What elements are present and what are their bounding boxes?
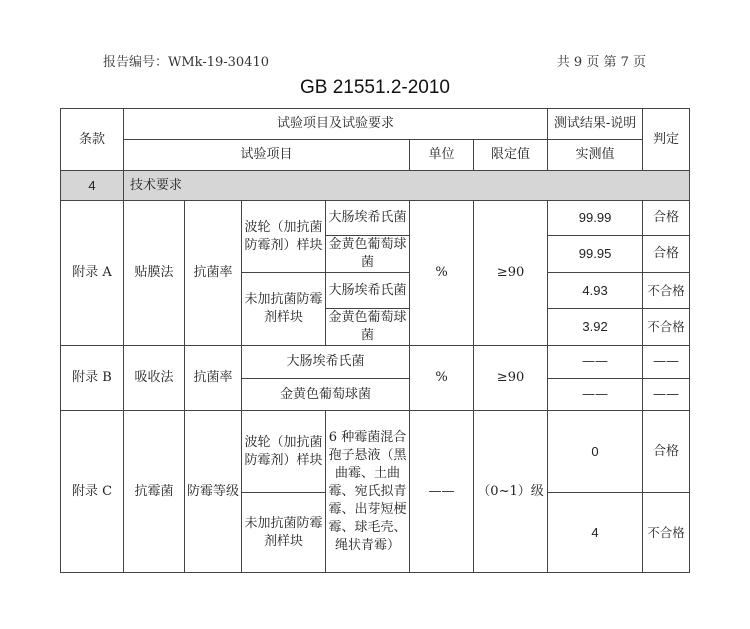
appendix-a-result-3: 4.93 [548,273,643,309]
appendix-b-verdict-1: —— [643,346,690,379]
table-row [61,201,690,236]
appendix-c-limit: （0~1）级 [474,411,548,573]
appendix-a-sample-2: 未加抗菌防霉剂样块 [242,273,326,346]
col-result-group: 测试结果-说明 [548,109,643,140]
appendix-b-clause: 附录 B [61,346,124,411]
appendix-b-result-1: —— [548,346,643,379]
appendix-a-clause: 附录 A [61,201,124,346]
appendix-a-bacteria-2: 金黄色葡萄球菌 [326,236,410,273]
col-limit: 限定值 [474,140,548,171]
appendix-a-sample-1: 波轮（加抗菌防霉剂）样块 [242,201,326,273]
appendix-a-unit: % [410,201,474,346]
col-clause: 条款 [61,109,124,171]
appendix-b-verdict-2: —— [643,379,690,411]
header-row-1 [61,109,690,140]
appendix-b-limit: ≥90 [474,346,548,411]
appendix-a-method: 贴膜法 [124,201,185,346]
table-row [61,346,690,379]
col-items-group: 试验项目及试验要求 [124,109,548,140]
appendix-c-mold: 6 种霉菌混合孢子悬液（黑曲霉、土曲霉、宛氏拟青霉、出芽短梗霉、球毛壳、绳状青霉） [326,411,410,573]
appendix-c-sample-1: 波轮（加抗菌防霉剂）样块 [242,411,326,493]
section-row [61,171,690,201]
appendix-b-result-2: —— [548,379,643,411]
appendix-a-bacteria-1b: 大肠埃希氏菌 [326,273,410,309]
appendix-c-clause: 附录 C [61,411,124,573]
appendix-c-sample-2: 未加抗菌防霉剂样块 [242,493,326,573]
page-info: 共 9 页 第 7 页 [556,55,646,70]
appendix-a-verdict-2: 合格 [643,236,690,273]
standard-title: GB 21551.2-2010 [299,77,450,98]
appendix-a-verdict-1: 合格 [643,201,690,236]
appendix-c-verdict-2: 不合格 [643,493,690,573]
appendix-a-result-4: 3.92 [548,309,643,346]
section-title: 技术要求 [124,171,690,201]
col-unit: 单位 [410,140,474,171]
appendix-b-method: 吸收法 [124,346,185,411]
appendix-c-item: 防霉等级 [185,411,242,573]
appendix-a-limit: ≥90 [474,201,548,346]
appendix-b-unit: % [410,346,474,411]
report-number: 报告编号：WMk-19-30410 [103,55,270,70]
appendix-a-bacteria-2b: 金黄色葡萄球菌 [326,309,410,346]
appendix-c-result-2: 4 [548,493,643,573]
appendix-b-item: 抗菌率 [185,346,242,411]
appendix-b-bacteria-2: 金黄色葡萄球菌 [242,379,410,411]
appendix-c-verdict-1: 合格 [643,411,690,493]
appendix-a-verdict-4: 不合格 [643,309,690,346]
table-row [61,411,690,493]
appendix-a-result-2: 99.95 [548,236,643,273]
appendix-a-bacteria-1: 大肠埃希氏菌 [326,201,410,236]
appendix-c-unit: —— [410,411,474,573]
section-clause: 4 [61,171,124,201]
test-report-table [60,108,690,573]
header-row-2 [61,140,690,171]
appendix-a-item: 抗菌率 [185,201,242,346]
appendix-c-method: 抗霉菌 [124,411,185,573]
col-measured: 实测值 [548,140,643,171]
col-verdict: 判定 [643,109,690,171]
appendix-a-result-1: 99.99 [548,201,643,236]
appendix-c-result-1: 0 [548,411,643,493]
col-item: 试验项目 [124,140,410,171]
appendix-b-bacteria-1: 大肠埃希氏菌 [242,346,410,379]
appendix-a-verdict-3: 不合格 [643,273,690,309]
